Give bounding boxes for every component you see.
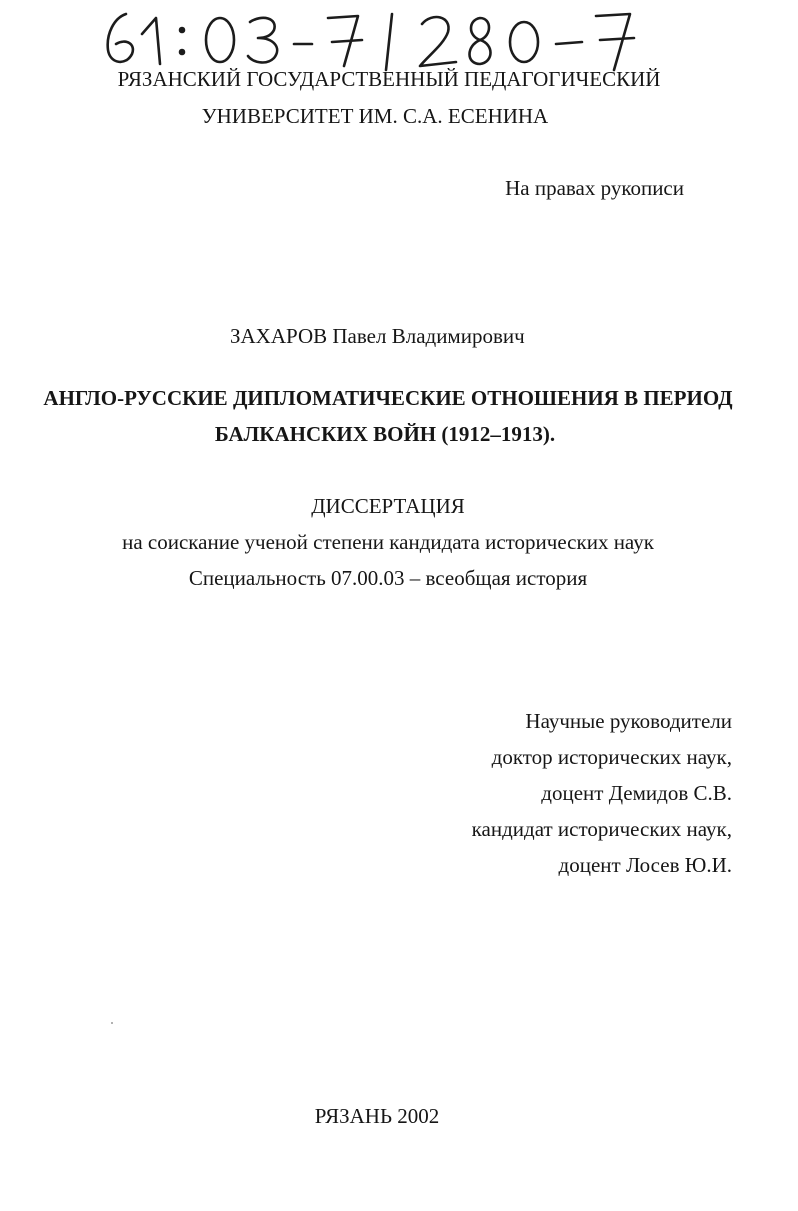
rights-note: На правах рукописи (505, 176, 684, 200)
document-type: ДИССЕРТАЦИЯ (311, 494, 465, 518)
advisor-2-degree: кандидат исторических наук, (471, 817, 732, 841)
university-line-2: УНИВЕРСИТЕТ ИМ. С.А. ЕСЕНИНА (201, 104, 549, 128)
city-year: РЯЗАНЬ 2002 (314, 1104, 440, 1128)
degree-line: на соискание ученой степени кандидата исторических наук (122, 530, 654, 554)
advisor-1-name: доцент Демидов С.В. (541, 781, 732, 805)
author-name: ЗАХАРОВ Павел Владимирович (230, 324, 525, 348)
dissertation-title-line-1: АНГЛО-РУССКИЕ ДИПЛОМАТИЧЕСКИЕ ОТНОШЕНИЯ В ПЕРИОД (43, 386, 733, 410)
advisor-2-name: доцент Лосев Ю.И. (558, 853, 732, 877)
specialty-line: Специальность 07.00.03 – всеобщая история (188, 566, 588, 590)
advisor-1-degree: доктор исторических наук, (491, 745, 732, 769)
advisors-heading: Научные руководители (525, 709, 732, 733)
university-line-1: РЯЗАНСКИЙ ГОСУДАРСТВЕННЫЙ ПЕДАГОГИЧЕСКИЙ (117, 67, 661, 91)
dissertation-title-line-2: БАЛКАНСКИХ ВОЙН (1912–1913). (214, 422, 556, 446)
scan-speck (111, 1022, 113, 1024)
